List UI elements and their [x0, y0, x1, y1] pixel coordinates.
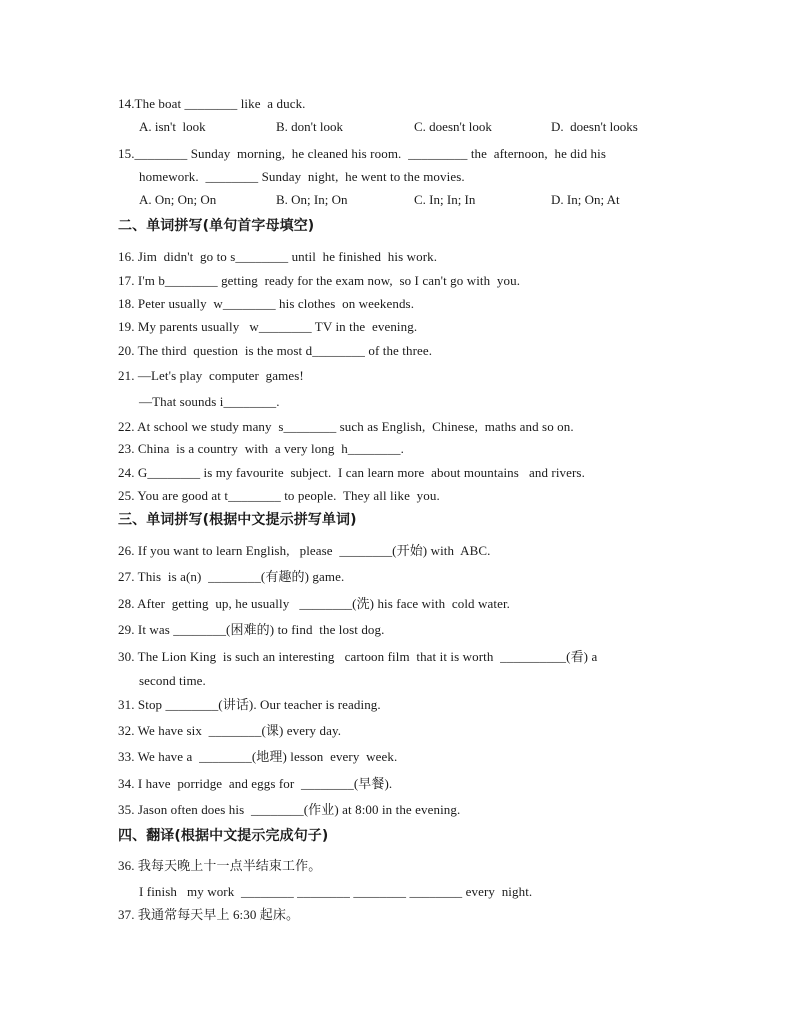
question-28: 28. After getting up, he usually ________(洗) his face with cold water. — [118, 596, 511, 611]
question-34: 34. I have porridge and eggs for ________(早餐). — [118, 776, 393, 791]
option-c: C. doesn't look — [414, 119, 492, 134]
question-36: 36. 我每天晚上十一点半结束工作。 — [118, 858, 322, 873]
question-20: 20. The third question is the most d________ of the three. — [118, 343, 433, 358]
question-21-line-1: 21. —Let's play computer games! — [118, 368, 304, 383]
question-30-line-1: 30. The Lion King is such an interesting cartoon film that it is worth __________(看) a — [118, 649, 598, 664]
option-b: B. don't look — [276, 119, 343, 134]
question-25: 25. You are good at t________ to people. They all like you. — [118, 488, 440, 503]
question-37: 37. 我通常每天早上 6:30 起床。 — [118, 907, 300, 922]
option-d: D. doesn't looks — [551, 119, 638, 134]
question-22: 22. At school we study many s________ such as English, Chinese, maths and so on. — [118, 419, 574, 434]
option-a: A. On; On; On — [139, 192, 217, 207]
question-16: 16. Jim didn't go to s________ until he finished his work. — [118, 249, 438, 264]
question-23: 23. China is a country with a very long h________. — [118, 441, 404, 456]
question-21-line-2: —That sounds i________. — [139, 394, 280, 409]
question-31: 31. Stop ________(讲话). Our teacher is reading. — [118, 697, 381, 712]
option-a: A. isn't look — [139, 119, 206, 134]
question-14: 14.The boat ________ like a duck. — [118, 96, 306, 111]
question-14-options — [139, 119, 699, 135]
question-30-line-2: second time. — [139, 673, 206, 688]
option-b: B. On; In; On — [276, 192, 348, 207]
question-32: 32. We have six ________(课) every day. — [118, 723, 342, 738]
option-c: C. In; In; In — [414, 192, 476, 207]
question-19: 19. My parents usually w________ TV in the evening. — [118, 319, 418, 334]
option-d: D. In; On; At — [551, 192, 620, 207]
question-15-line-2: homework. ________ Sunday night, he went to the movies. — [139, 169, 465, 184]
question-35: 35. Jason often does his ________(作业) at 8:00 in the evening. — [118, 802, 461, 817]
section-4-heading: 四、翻译(根据中文提示完成句子) — [118, 828, 329, 844]
question-36-answer-line: I finish my work ________ ________ ________ ________ every night. — [139, 884, 533, 899]
question-15-options — [139, 192, 699, 208]
question-18: 18. Peter usually w________ his clothes on weekends. — [118, 296, 415, 311]
section-3-heading: 三、单词拼写(根据中文提示拼写单词) — [118, 512, 357, 528]
question-26: 26. If you want to learn English, please ________(开始) with ABC. — [118, 543, 491, 558]
question-27: 27. This is a(n) ________(有趣的) game. — [118, 569, 345, 584]
section-2-heading: 二、单词拼写(单句首字母填空) — [118, 218, 315, 234]
question-29: 29. It was ________(困难的) to find the lost dog. — [118, 622, 385, 637]
question-15-line-1: 15.________ Sunday morning, he cleaned his room. _________ the afternoon, he did his — [118, 146, 607, 161]
question-33: 33. We have a ________(地理) lesson every week. — [118, 749, 398, 764]
question-17: 17. I'm b________ getting ready for the exam now, so I can't go with you. — [118, 273, 521, 288]
question-24: 24. G________ is my favourite subject. I can learn more about mountains and rivers. — [118, 465, 585, 480]
